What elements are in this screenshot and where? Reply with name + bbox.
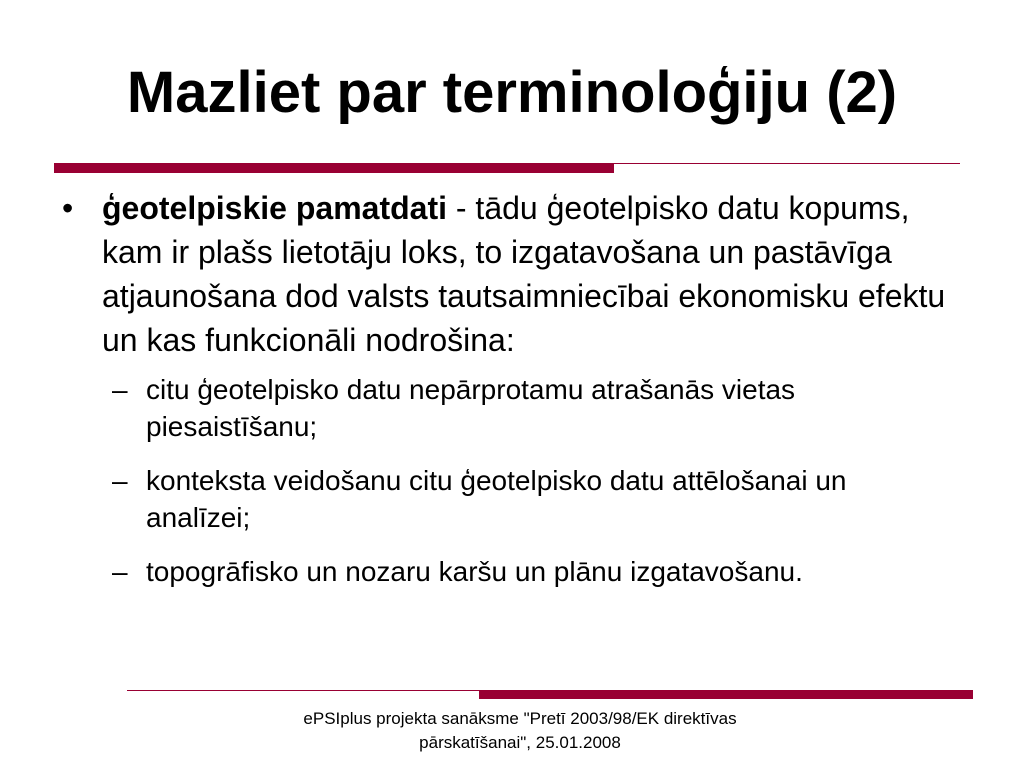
sub-item-text: citu ģeotelpisko datu nepārprotamu atrašanās vietas piesaistīšanu; bbox=[146, 374, 796, 442]
sub-item-marker: – bbox=[112, 465, 128, 496]
sub-item bbox=[62, 553, 962, 590]
sub-item-text: konteksta veidošanu citu ģeotelpisko datu attēlošanai un analīzei; bbox=[146, 465, 847, 533]
sub-item-marker: – bbox=[112, 556, 128, 587]
bullet-marker: • bbox=[62, 190, 74, 226]
footer-line-1: ePSIplus projekta sanāksme "Pretī 2003/98/EK direktīvas bbox=[303, 709, 737, 728]
sub-item-marker: – bbox=[112, 374, 128, 405]
sub-item bbox=[62, 462, 962, 536]
bullet-definition: - tādu ģeotelpisko datu kopums, kam ir plašs lietotāju loks, to izgatavošana un pastāvīga atjaunošana dod valsts tautsaimniecībai ekonomisku efektu un kas funkcionāli nodrošina: bbox=[102, 190, 946, 358]
sub-item bbox=[62, 371, 962, 445]
main-bullet bbox=[62, 186, 962, 362]
title-divider-thick bbox=[54, 163, 614, 173]
slide-footer bbox=[200, 707, 840, 755]
footer-line-2: pārskatīšanai", 25.01.2008 bbox=[419, 733, 621, 752]
title-divider-thin bbox=[614, 163, 960, 164]
sub-list bbox=[62, 371, 962, 590]
slide-title: Mazliet par terminoloģiju (2) bbox=[126, 60, 898, 125]
sub-item-text: topogrāfisko un nozaru karšu un plānu izgatavošanu. bbox=[146, 556, 803, 587]
bullet-term: ģeotelpiskie pamatdati bbox=[102, 190, 447, 226]
footer-divider-thin bbox=[127, 690, 479, 691]
footer-divider-thick bbox=[479, 690, 973, 699]
slide-body bbox=[62, 186, 962, 607]
